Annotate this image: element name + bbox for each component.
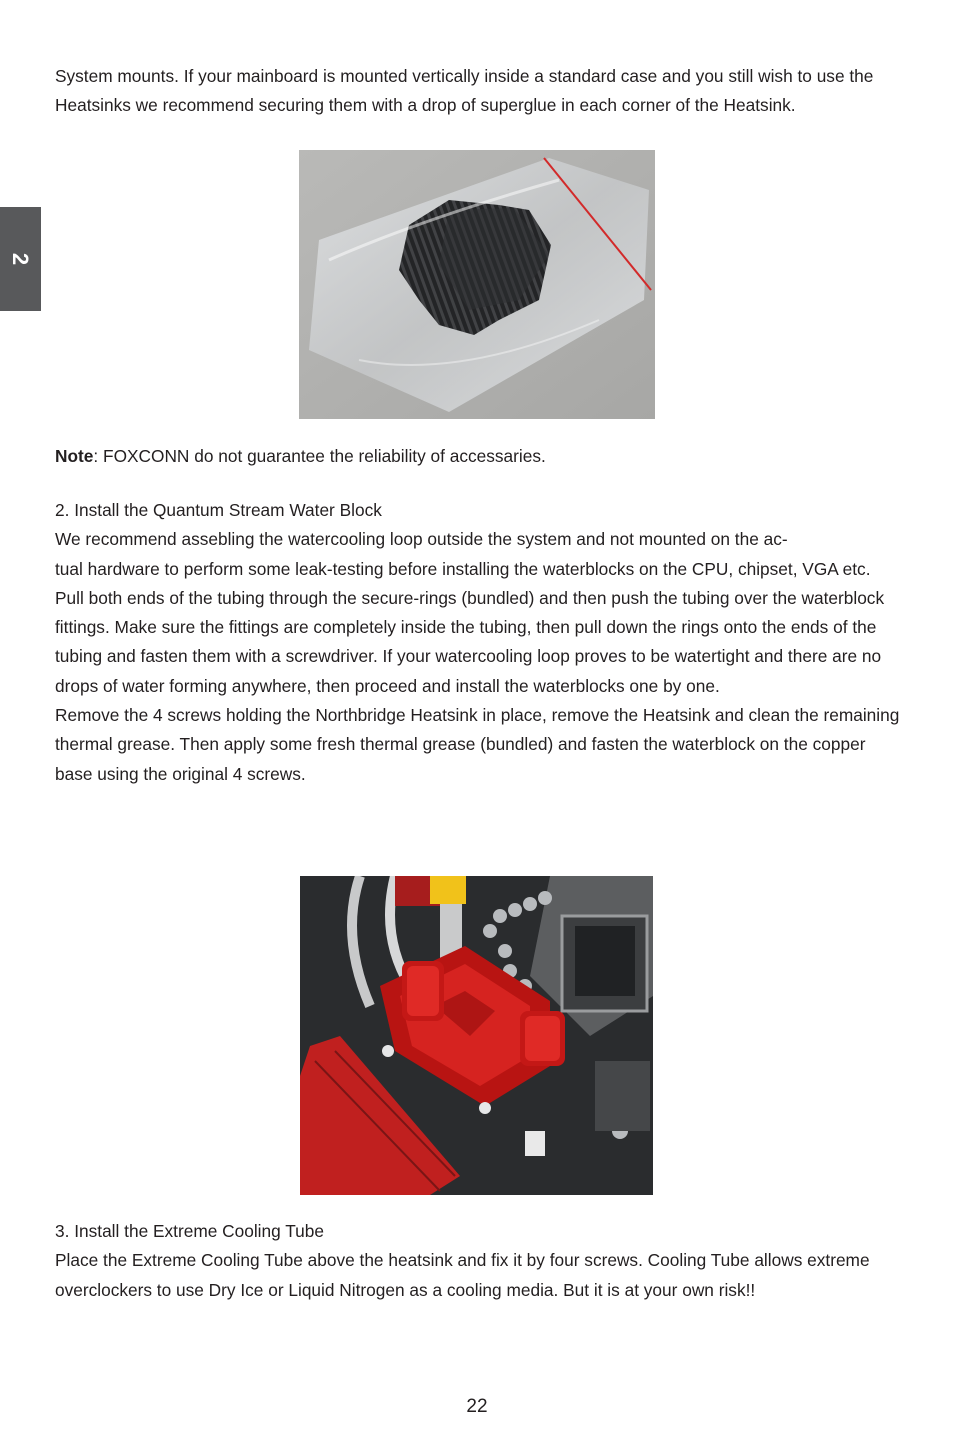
intro-paragraph: System mounts. If your mainboard is mounted vertically inside a standard case and you still wish to use the Heatsinks we recommend securing them with a drop of superglue in each corner of the Heatsink. bbox=[55, 66, 874, 116]
note-label: Note bbox=[55, 446, 94, 466]
section2-heading: 2. Install the Quantum Stream Water Block bbox=[55, 500, 382, 520]
chapter-tab bbox=[0, 207, 41, 311]
heatsinks-in-bag-photo bbox=[299, 150, 655, 419]
intro-paragraph-block bbox=[55, 62, 905, 121]
section3-block bbox=[55, 1217, 905, 1305]
page-number: 22 bbox=[466, 1396, 488, 1417]
section2-paragraph3: Remove the 4 screws holding the Northbridge Heatsink in place, remove the Heatsink and clean the remaining thermal grease. Then apply some fresh thermal grease (bundled) and fasten the waterblock on the copper base using the original 4 screws. bbox=[55, 705, 900, 784]
section3-paragraph: Place the Extreme Cooling Tube above the heatsink and fix it by four screws. Cooling Tube allows extreme overclockers to use Dry Ice or Liquid Nitrogen as a cooling media. But it is at your own risk!! bbox=[55, 1250, 870, 1300]
section3-heading: 3. Install the Extreme Cooling Tube bbox=[55, 1221, 324, 1241]
waterblock-install-photo bbox=[300, 876, 653, 1195]
section2-paragraph2: Pull both ends of the tubing through the secure-rings (bundled) and then push the tubing over the waterblock fittings. Make sure the fittings are completely inside the tubing, then pull down the rings onto the ends of the tubing and fasten them with a screwdriver. If your watercooling loop proves to be watertight and there are no drops of water forming anywhere, then proceed and install the waterblocks one by one. bbox=[55, 587, 885, 696]
section2-paragraph1-line1: We recommend assebling the watercooling loop outside the system and not mounted on the ac- bbox=[55, 529, 788, 550]
section2-block bbox=[55, 496, 905, 789]
chapter-number: 2 bbox=[8, 252, 34, 266]
section2-paragraph1-line2: tual hardware to perform some leak-testing before installing the waterblocks on the CPU, chipset, VGA etc. bbox=[55, 558, 871, 579]
note-text: : FOXCONN do not guarantee the reliability of accessaries. bbox=[93, 446, 546, 466]
note-block bbox=[55, 442, 905, 471]
